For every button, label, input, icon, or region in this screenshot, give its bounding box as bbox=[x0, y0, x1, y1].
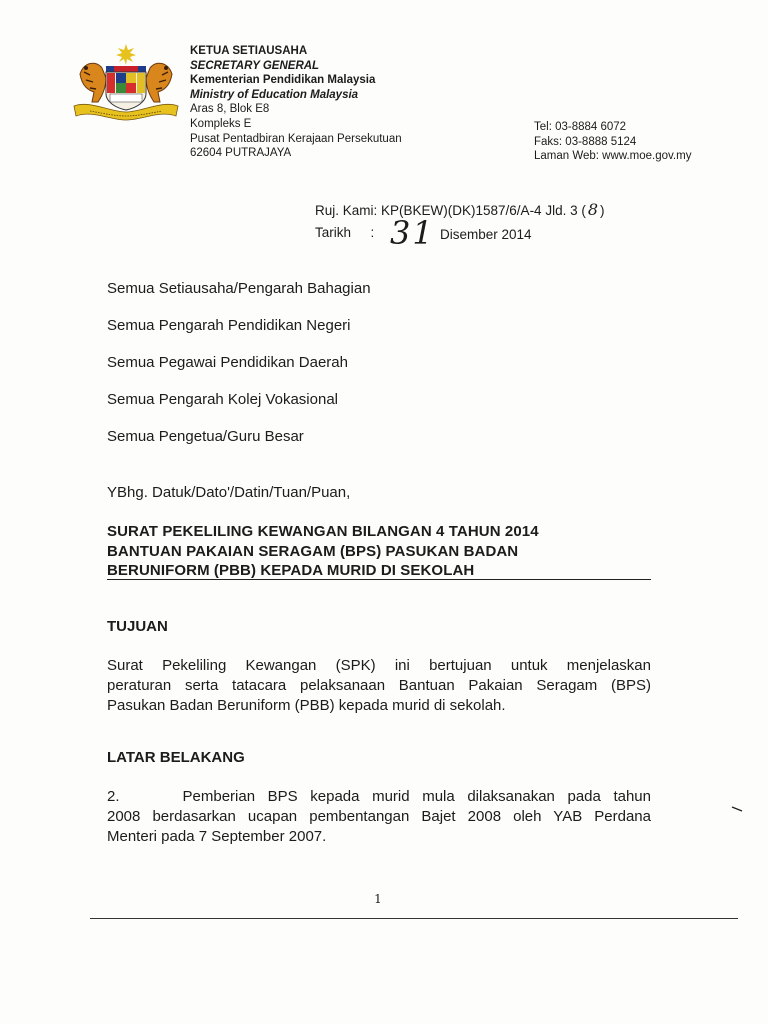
subject-line: SURAT PEKELILING KEWANGAN BILANGAN 4 TAHUN 2014 bbox=[107, 523, 539, 540]
letterhead-ministry: Kementerian Pendidikan Malaysia bbox=[190, 74, 376, 87]
subject-underline bbox=[107, 579, 651, 580]
date-month-year: Disember 2014 bbox=[440, 227, 532, 242]
recipient-line: Semua Pengarah Pendidikan Negeri bbox=[107, 317, 351, 334]
paragraph-line: peraturan serta tatacara pelaksanaan Bantuan Pakaian Seragam (BPS) bbox=[107, 676, 651, 694]
subject-line: BERUNIFORM (PBB) KEPADA MURID DI SEKOLAH bbox=[107, 562, 475, 579]
reference-close: ) bbox=[600, 203, 605, 218]
reference-handwritten-number: 8 bbox=[587, 200, 599, 219]
date-label: Tarikh bbox=[315, 225, 352, 240]
letterhead-title-en: SECRETARY GENERAL bbox=[190, 59, 320, 72]
website: Laman Web: www.moe.gov.my bbox=[534, 150, 692, 163]
coat-of-arms-logo bbox=[70, 44, 182, 122]
date-day-handwritten: 31 bbox=[390, 214, 435, 252]
recipient-line: Semua Pengetua/Guru Besar bbox=[107, 428, 304, 445]
letterhead-title: KETUA SETIAUSAHA bbox=[190, 45, 308, 57]
recipient-line: Semua Pengarah Kolej Vokasional bbox=[107, 391, 338, 408]
subject-heading bbox=[107, 522, 539, 581]
paragraph-latar-belakang bbox=[107, 787, 651, 846]
address-line: Aras 8, Blok E8 bbox=[190, 103, 270, 116]
paragraph-line: Menteri pada 7 September 2007. bbox=[107, 827, 327, 845]
address-line: Pusat Pentadbiran Kerajaan Persekutuan bbox=[190, 132, 402, 145]
paragraph-line: Surat Pekeliling Kewangan (SPK) ini bertujuan untuk menjelaskan bbox=[107, 657, 651, 674]
reference-number: Ruj. Kami: KP(BKEW)(DK)1587/6/A-4 Jld. 3 ( bbox=[315, 203, 586, 218]
date-colon: : bbox=[370, 225, 375, 240]
telephone: Tel: 03-8884 6072 bbox=[534, 121, 627, 133]
pen-mark-icon bbox=[731, 806, 743, 812]
recipient-line: Semua Pegawai Pendidikan Daerah bbox=[107, 354, 348, 371]
salutation: YBhg. Datuk/Dato'/Datin/Tuan/Puan, bbox=[107, 484, 351, 501]
subject-line: BANTUAN PAKAIAN SERAGAM (BPS) PASUKAN BADAN bbox=[107, 542, 519, 560]
letterhead-block bbox=[190, 44, 402, 161]
paragraph-line: 2. Pemberian BPS kepada murid mula dilaksanakan pada tahun bbox=[107, 788, 651, 805]
address-line: 62604 PUTRAJAYA bbox=[190, 147, 292, 160]
recipient-line: Semua Setiausaha/Pengarah Bahagian bbox=[107, 280, 371, 297]
section-heading-tujuan: TUJUAN bbox=[107, 618, 168, 635]
contact-block bbox=[534, 120, 691, 164]
letterhead-ministry-en: Ministry of Education Malaysia bbox=[190, 88, 359, 101]
section-heading-latar-belakang: LATAR BELAKANG bbox=[107, 749, 245, 766]
address-line: Kompleks E bbox=[190, 117, 252, 130]
paragraph-tujuan bbox=[107, 656, 651, 715]
page-number: 1 bbox=[374, 892, 382, 906]
date-line bbox=[315, 225, 374, 240]
footer-rule bbox=[90, 918, 738, 919]
paragraph-line: 2008 berdasarkan ucapan pembentangan Bajet 2008 oleh YAB Perdana bbox=[107, 807, 651, 825]
paragraph-line: Pasukan Badan Beruniform (PBB) kepada murid di sekolah. bbox=[107, 696, 506, 714]
fax: Faks: 03-8888 5124 bbox=[534, 135, 637, 148]
reference-line bbox=[315, 200, 605, 219]
